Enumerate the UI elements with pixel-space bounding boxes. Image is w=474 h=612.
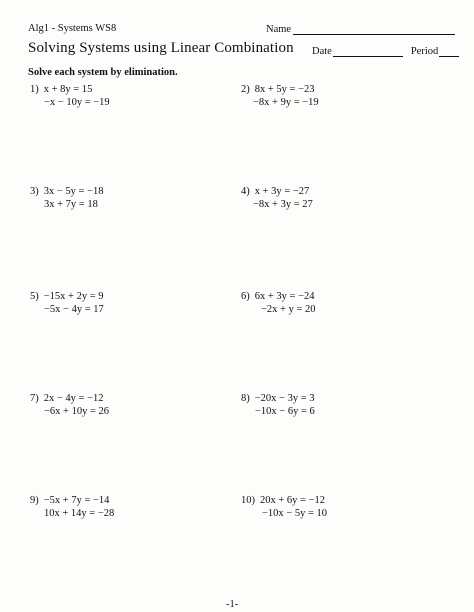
problem-2 [241, 84, 319, 109]
equation-2: −5x − 4y = 17 [44, 303, 104, 315]
problem-number: 3) [30, 186, 39, 197]
problem-number: 9) [30, 495, 39, 506]
equation-2: −2x + y = 20 [261, 303, 316, 315]
equation-2: −8x + 3y = 27 [253, 198, 313, 210]
problem-number: 10) [241, 495, 255, 506]
problem-4 [241, 186, 313, 211]
problem-number: 6) [241, 291, 250, 302]
equation-2: −8x + 9y = −19 [253, 96, 319, 108]
period-label: Period [410, 46, 439, 57]
equation-2: −6x + 10y = 26 [44, 405, 110, 417]
problem-number: 2) [241, 84, 250, 95]
equation-2: −x − 10y = −19 [44, 96, 110, 108]
equation-2: 3x + 7y = 18 [44, 198, 98, 210]
equation-1: 6x + 3y = −24 [254, 291, 315, 302]
problem-1 [30, 84, 110, 109]
equation-2: 10x + 14y = −28 [44, 507, 115, 519]
equation-1: −5x + 7y = −14 [43, 495, 110, 506]
equation-1: 20x + 6y = −12 [260, 495, 326, 506]
equation-1: −15x + 2y = 9 [43, 291, 104, 302]
equation-1: 8x + 5y = −23 [254, 84, 315, 95]
course-label: Alg1 - Systems WS8 [28, 23, 117, 34]
date-label: Date [312, 46, 332, 57]
page-number: -1- [226, 599, 239, 610]
problem-number: 7) [30, 393, 39, 404]
equation-1: x + 3y = −27 [254, 186, 310, 197]
problem-8 [241, 393, 315, 418]
problem-6 [241, 291, 316, 316]
problem-5 [30, 291, 104, 316]
problem-3 [30, 186, 104, 211]
problem-10 [241, 495, 327, 520]
period-blank-line [439, 45, 459, 57]
equation-1: 3x − 5y = −18 [43, 186, 104, 197]
equation-2: −10x − 6y = 6 [255, 405, 315, 417]
equation-1: −20x − 3y = 3 [254, 393, 315, 404]
problem-number: 8) [241, 393, 250, 404]
name-blank-line [293, 23, 455, 35]
equation-2: −10x − 5y = 10 [262, 507, 328, 519]
problem-number: 1) [30, 84, 39, 95]
date-blank-line [333, 45, 403, 57]
problem-7 [30, 393, 109, 418]
problem-number: 4) [241, 186, 250, 197]
problem-number: 5) [30, 291, 39, 302]
equation-1: 2x − 4y = −12 [43, 393, 104, 404]
name-field [266, 23, 455, 35]
problem-9 [30, 495, 114, 520]
date-period-fields [312, 45, 459, 57]
equation-1: x + 8y = 15 [43, 84, 93, 95]
name-label: Name [266, 24, 292, 35]
instructions: Solve each system by elimination. [28, 67, 178, 78]
worksheet-title: Solving Systems using Linear Combination [28, 40, 294, 56]
